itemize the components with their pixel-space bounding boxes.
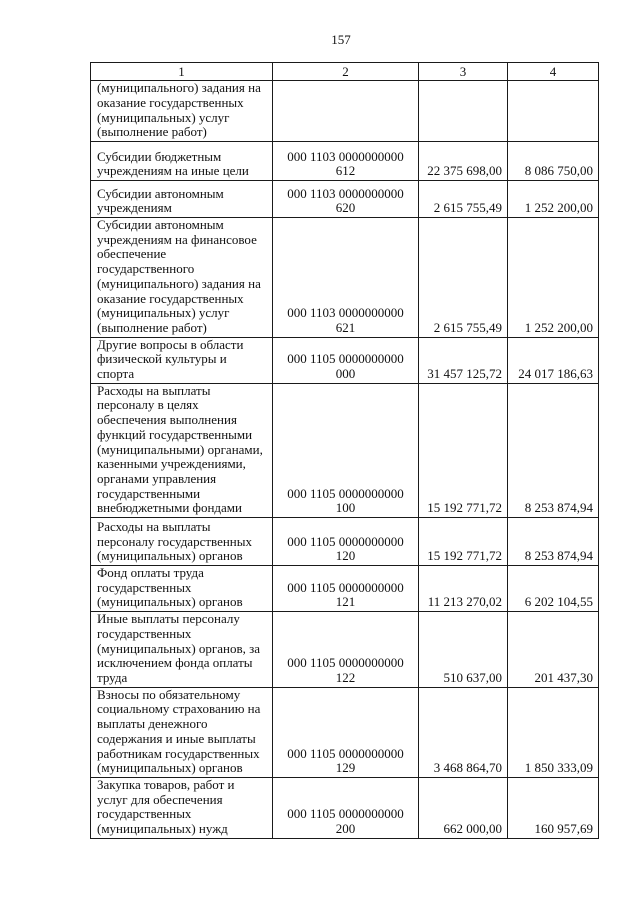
table-header-row [91,63,599,81]
value-col3-cell: 11 213 270,02 [419,566,508,612]
header-cell-1: 1 [91,63,273,81]
row-name-cell: Субсидии бюджетным учреждениям на иные цели [91,142,273,181]
code-cell: 000 1103 0000000000 612 [273,142,419,181]
value-col3-cell: 2 615 755,49 [419,218,508,338]
value-col3-cell: 2 615 755,49 [419,181,508,218]
header-cell-2: 2 [273,63,419,81]
value-col3-cell: 510 637,00 [419,612,508,688]
value-col3-cell [419,81,508,142]
row-name-cell: Расходы на выплаты персоналу государственных (муниципальных) органов [91,518,273,566]
value-col3-cell: 3 468 864,70 [419,687,508,777]
row-name-cell: Другие вопросы в области физической культуры и спорта [91,337,273,383]
code-cell: 000 1105 0000000000 000 [273,337,419,383]
header-cell-3: 3 [419,63,508,81]
row-name-cell: Иные выплаты персоналу государственных (муниципальных) органов, за исключением фонда оплаты труда [91,612,273,688]
table-row [91,218,599,338]
code-cell [273,81,419,142]
value-col3-cell: 31 457 125,72 [419,337,508,383]
row-name-cell: Взносы по обязательному социальному страхованию на выплаты денежного содержания и иные выплаты работникам государственных (муниципальных) органов [91,687,273,777]
value-col4-cell: 8 086 750,00 [508,142,599,181]
value-col4-cell: 1 252 200,00 [508,181,599,218]
table-row [91,687,599,777]
code-cell: 000 1103 0000000000 620 [273,181,419,218]
page-number: 157 [331,32,351,47]
table-row [91,337,599,383]
table-row [91,181,599,218]
table-row [91,518,599,566]
table-row [91,566,599,612]
value-col3-cell: 15 192 771,72 [419,383,508,517]
value-col4-cell: 160 957,69 [508,777,599,838]
code-cell: 000 1105 0000000000 129 [273,687,419,777]
code-cell: 000 1105 0000000000 122 [273,612,419,688]
value-col4-cell: 6 202 104,55 [508,566,599,612]
code-cell: 000 1103 0000000000 621 [273,218,419,338]
value-col4-cell: 1 850 333,09 [508,687,599,777]
value-col3-cell: 15 192 771,72 [419,518,508,566]
row-name-cell: Закупка товаров, работ и услуг для обеспечения государственных (муниципальных) нужд [91,777,273,838]
value-col3-cell: 662 000,00 [419,777,508,838]
code-cell: 000 1105 0000000000 100 [273,383,419,517]
value-col4-cell: 8 253 874,94 [508,518,599,566]
row-name-cell: (муниципального) задания на оказание государственных (муниципальных) услуг (выполнение работ) [91,81,273,142]
value-col4-cell [508,81,599,142]
value-col4-cell: 1 252 200,00 [508,218,599,338]
row-name-cell: Расходы на выплаты персоналу в целях обеспечения выполнения функций государственными (муниципальными) органами, казенными учреждениями, органами управления государственными внебюджетными фондами [91,383,273,517]
value-col4-cell: 201 437,30 [508,612,599,688]
value-col4-cell: 24 017 186,63 [508,337,599,383]
table-row [91,777,599,838]
value-col3-cell: 22 375 698,00 [419,142,508,181]
row-name-cell: Фонд оплаты труда государственных (муниципальных) органов [91,566,273,612]
header-cell-4: 4 [508,63,599,81]
code-cell: 000 1105 0000000000 121 [273,566,419,612]
code-cell: 000 1105 0000000000 200 [273,777,419,838]
row-name-cell: Субсидии автономным учреждениям на финансовое обеспечение государственного (муниципального) задания на оказание государственных (муниципальных) услуг (выполнение работ) [91,218,273,338]
table-row [91,612,599,688]
value-col4-cell: 8 253 874,94 [508,383,599,517]
table-row [91,383,599,517]
table-row [91,81,599,142]
row-name-cell: Субсидии автономным учреждениям [91,181,273,218]
table-row [91,142,599,181]
budget-table [90,62,599,839]
code-cell: 000 1105 0000000000 120 [273,518,419,566]
